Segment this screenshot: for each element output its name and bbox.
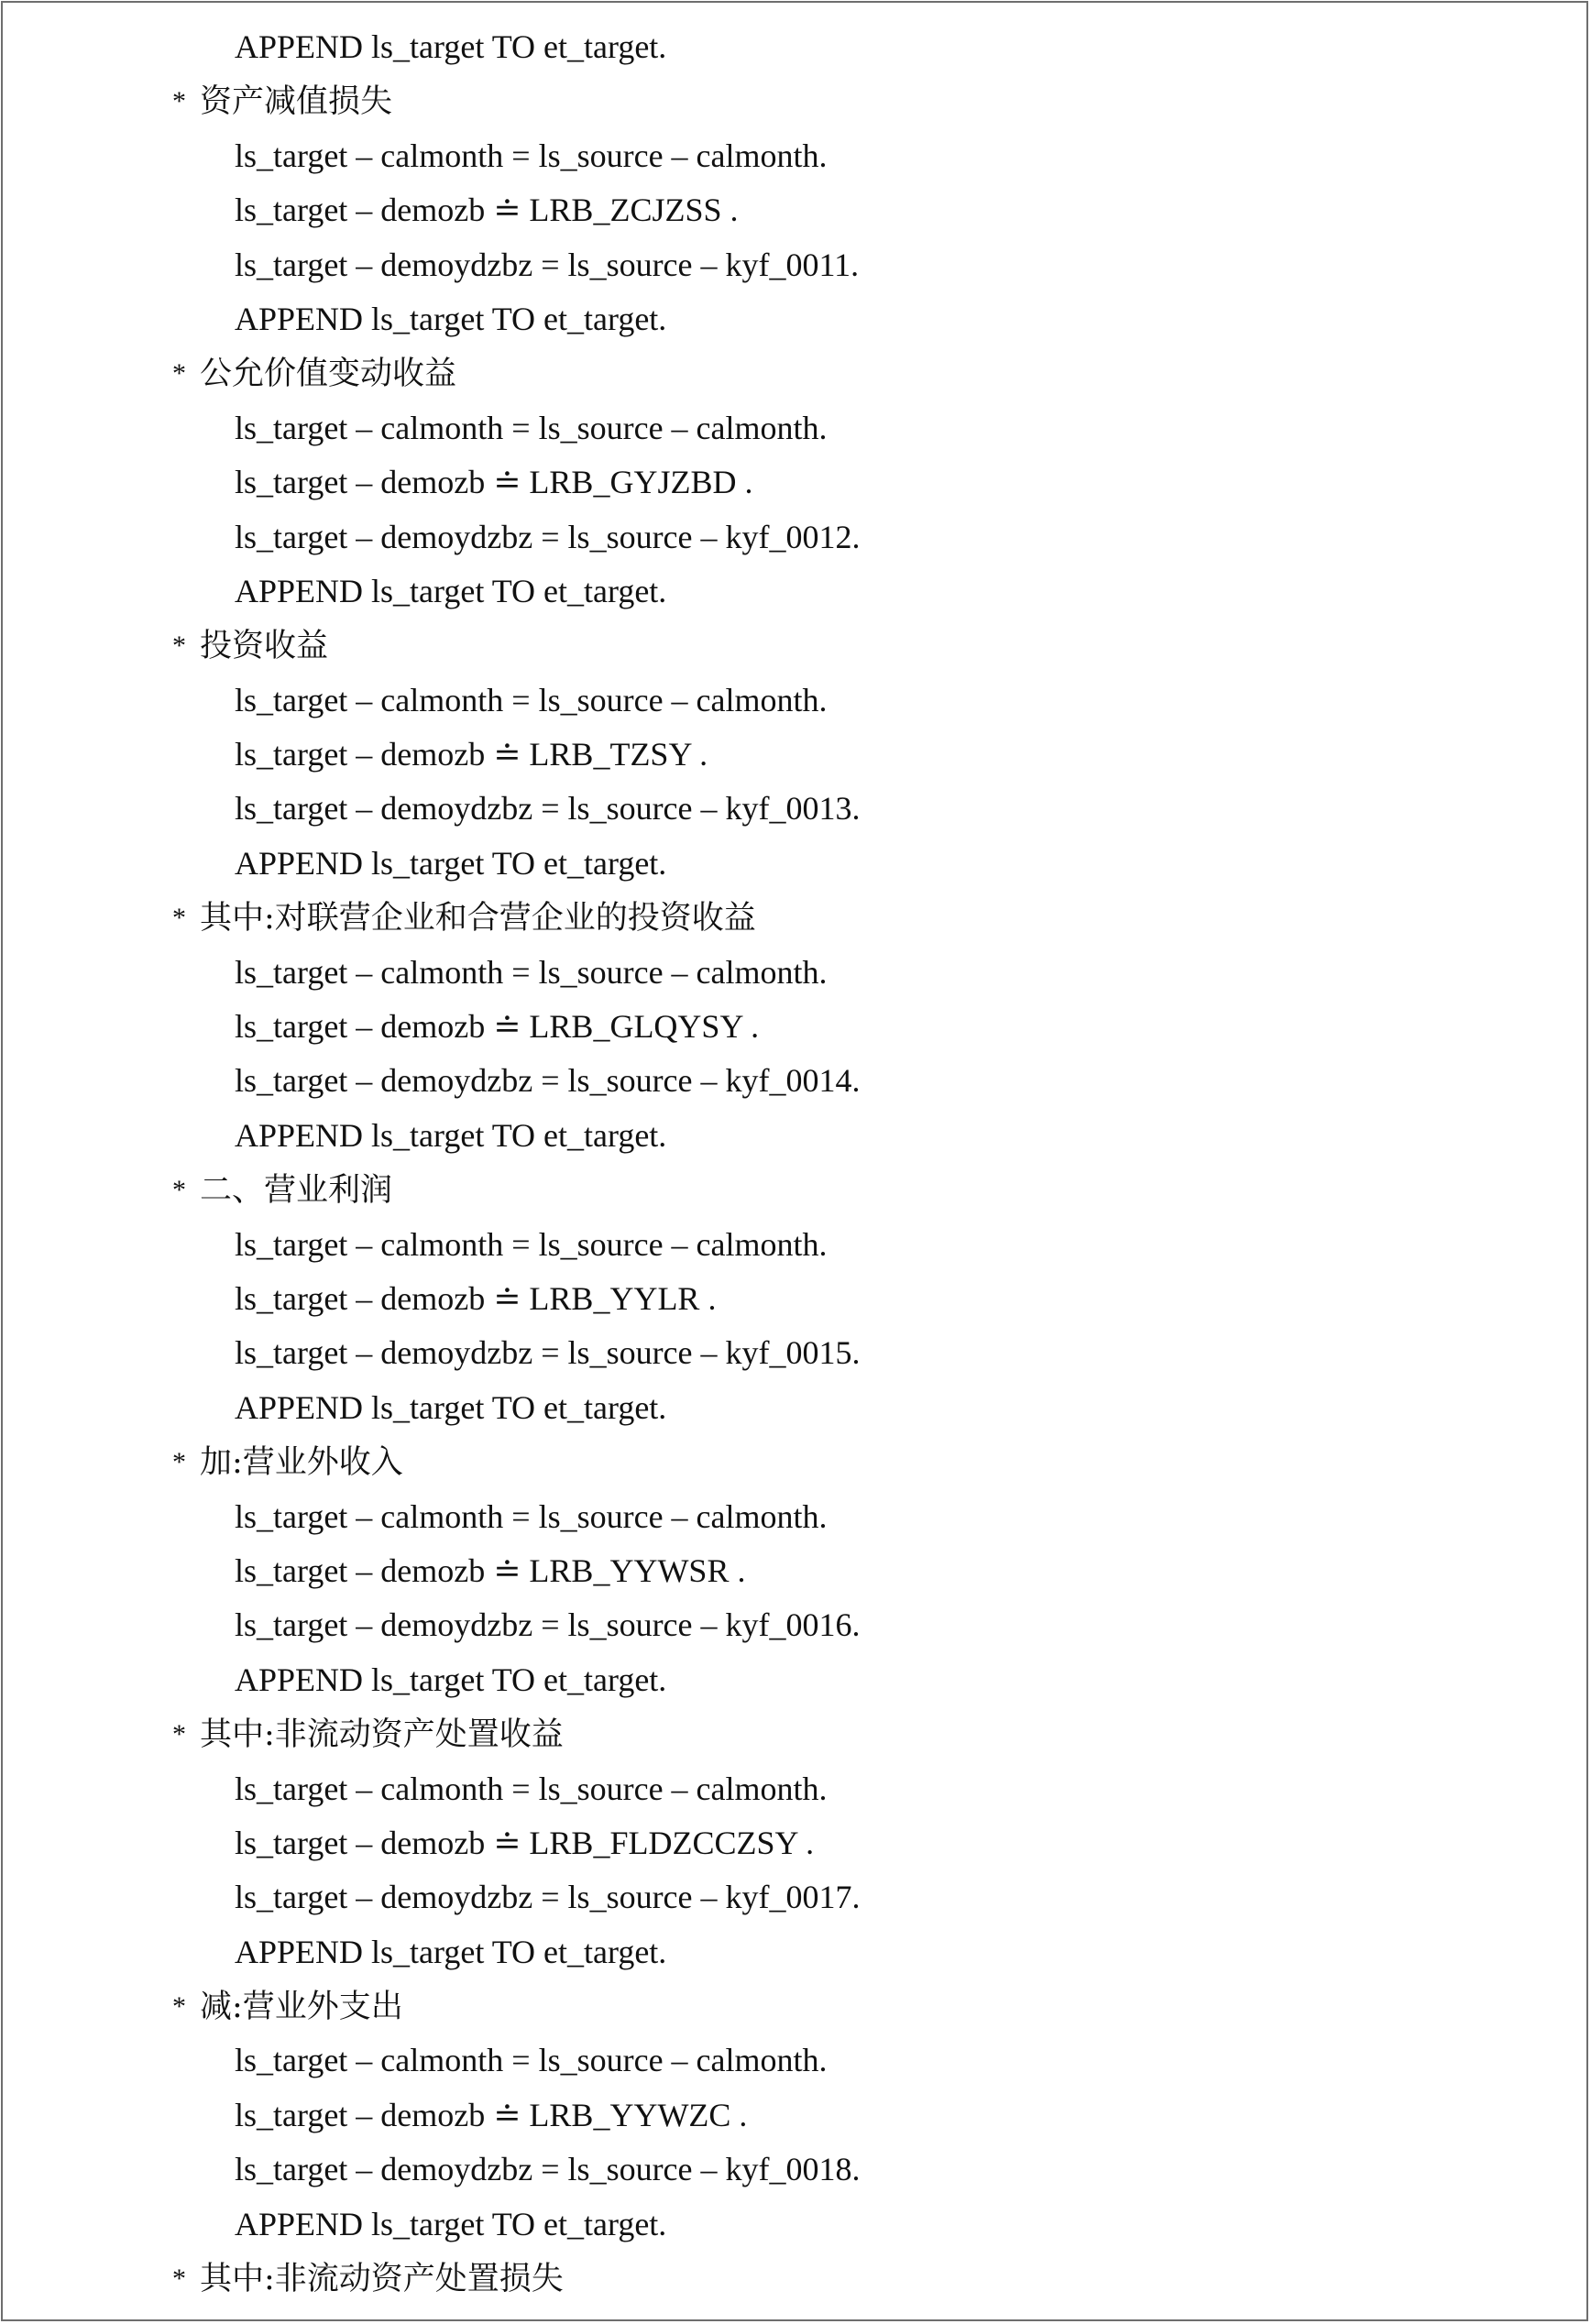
code-line [0,1054,1591,1108]
comment-line [0,1163,1591,1217]
code-line [0,292,1591,346]
code-line [0,1381,1591,1435]
code-text: ls_target – demoydzbz = ls_source – kyf_0018. [235,2151,861,2188]
code-text: ls_target – demoydzbz = ls_source – kyf_0013. [235,790,861,828]
comment-line [0,1435,1591,1489]
code-text: ls_target – demoydzbz = ls_source – kyf_0014. [235,1062,861,1100]
comment-marker: * [172,2264,186,2295]
code-text: APPEND ls_target TO et_target. [235,1116,667,1154]
code-line [0,129,1591,183]
code-line [0,1109,1591,1163]
code-listing [0,20,1591,2306]
code-text: ls_target – calmonth = ls_source – calmonth. [235,1770,828,1807]
code-text: APPEND ls_target TO et_target. [235,28,667,65]
comment-text: 其中:非流动资产处置损失 [200,2261,564,2298]
comment-text: 二、营业利润 [200,1172,393,1210]
code-line [0,2088,1591,2143]
comment-line [0,891,1591,945]
code-line [0,837,1591,891]
code-line [0,782,1591,836]
code-text: ls_target – demoydzbz = ls_source – kyf_0015. [235,1334,861,1372]
code-text: ls_target – calmonth = ls_source – calmonth. [235,409,828,446]
code-text: ls_target – calmonth = ls_source – calmonth. [235,681,828,718]
code-text: ls_target – calmonth = ls_source – calmonth. [235,1497,828,1535]
code-text: ls_target – demozb ≐ LRB_FLDZCCZSY . [235,1824,815,1861]
code-text: ls_target – demozb ≐ LRB_YYWSR . [235,1551,746,1589]
code-line [0,1653,1591,1707]
code-text: ls_target – demozb ≐ LRB_TZSY . [235,736,708,773]
code-line [0,1762,1591,1816]
code-line [0,401,1591,455]
comment-marker: * [172,86,186,117]
comment-marker: * [172,358,186,389]
code-line [0,1544,1591,1598]
code-line [0,2143,1591,2197]
code-text: ls_target – calmonth = ls_source – calmonth. [235,953,828,991]
code-line [0,1272,1591,1326]
comment-marker: * [172,1719,186,1750]
code-text: ls_target – demozb ≐ LRB_YYLR . [235,1279,717,1317]
code-text: APPEND ls_target TO et_target. [235,572,667,609]
comment-text: 加:营业外收入 [200,1444,403,1482]
comment-marker: * [172,1447,186,1478]
code-text: ls_target – demoydzbz = ls_source – kyf_0011. [235,246,860,283]
comment-marker: * [172,1175,186,1206]
comment-marker: * [172,630,186,662]
code-text: APPEND ls_target TO et_target. [235,2205,667,2242]
code-text: ls_target – demozb ≐ LRB_YYWZC . [235,2096,748,2133]
comment-marker: * [172,1991,186,2023]
code-text: ls_target – demoydzbz = ls_source – kyf_0017. [235,1879,861,1916]
code-text: ls_target – calmonth = ls_source – calmonth. [235,137,828,174]
code-line [0,674,1591,728]
code-text: APPEND ls_target TO et_target. [235,1661,667,1698]
code-line [0,1326,1591,1380]
code-text: ls_target – calmonth = ls_source – calmonth. [235,2042,828,2079]
code-line [0,1490,1591,1544]
code-line [0,1218,1591,1272]
code-text: ls_target – demoydzbz = ls_source – kyf_0016. [235,1606,861,1644]
comment-text: 公允价值变动收益 [200,356,457,393]
comment-line [0,346,1591,400]
comment-marker: * [172,903,186,934]
code-text: APPEND ls_target TO et_target. [235,1388,667,1426]
code-line [0,1816,1591,1870]
comment-text: 其中:非流动资产处置收益 [200,1716,564,1754]
code-line [0,510,1591,565]
comment-line [0,619,1591,673]
code-line [0,1870,1591,1924]
code-text: ls_target – demozb ≐ LRB_GLQYSY . [235,1008,760,1046]
comment-line [0,1979,1591,2034]
code-line [0,1000,1591,1054]
code-text: APPEND ls_target TO et_target. [235,1933,667,1970]
code-text: ls_target – calmonth = ls_source – calmonth. [235,1225,828,1263]
code-line [0,728,1591,782]
code-line [0,946,1591,1000]
code-text: ls_target – demozb ≐ LRB_ZCJZSS . [235,192,739,229]
comment-text: 减:营业外支出 [200,1989,403,2026]
comment-text: 投资收益 [200,628,329,665]
code-line [0,1598,1591,1652]
code-text: ls_target – demoydzbz = ls_source – kyf_0012. [235,518,861,555]
comment-line [0,2252,1591,2306]
code-line [0,2198,1591,2252]
code-text: APPEND ls_target TO et_target. [235,844,667,882]
comment-line [0,74,1591,128]
code-line [0,2034,1591,2088]
code-line [0,565,1591,619]
code-text: APPEND ls_target TO et_target. [235,300,667,337]
code-text: ls_target – demozb ≐ LRB_GYJZBD . [235,464,753,501]
code-line [0,20,1591,74]
code-line [0,183,1591,237]
code-line [0,1925,1591,1979]
comment-text: 其中:对联营企业和合营企业的投资收益 [200,900,756,937]
comment-text: 资产减值损失 [200,83,393,121]
code-line [0,455,1591,510]
code-line [0,238,1591,292]
comment-line [0,1707,1591,1761]
